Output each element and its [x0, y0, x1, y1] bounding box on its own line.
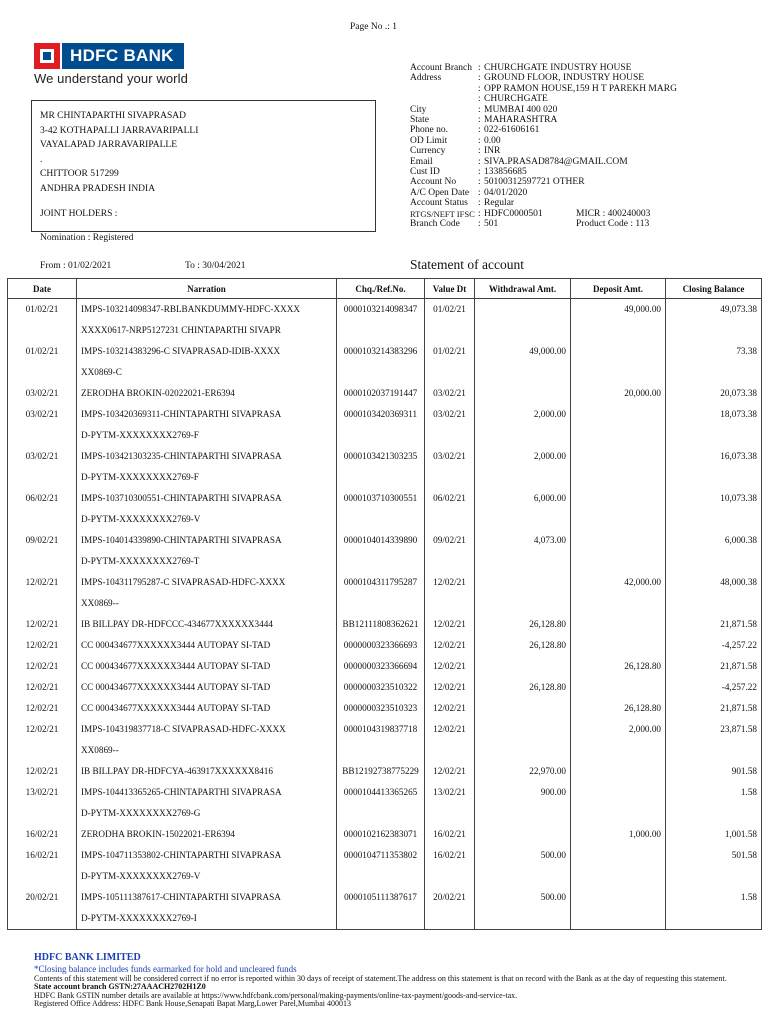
transactions-table [7, 278, 762, 930]
customer-address-box [31, 100, 376, 232]
tx-closing-balance: 6,000.38 [666, 530, 762, 572]
narration-line: IMPS-104319837718-C SIVAPRASAD-HDFC-XXXX [81, 724, 286, 734]
tx-deposit: 26,128.80 [571, 656, 666, 677]
tx-deposit [571, 488, 666, 530]
period-from: From : 01/02/2021 [40, 261, 112, 271]
tx-ref: 0000000323510323 [337, 698, 425, 719]
tx-ref: 0000102162383071 [337, 824, 425, 845]
account-detail-value: SIVA.PRASAD8784@GMAIL.COM [484, 156, 628, 167]
account-detail-value: GROUND FLOOR, INDUSTRY HOUSE [484, 73, 645, 84]
ifsc-value: HDFC0000501 [484, 208, 543, 219]
tx-closing-balance: 1,001.58 [666, 824, 762, 845]
tx-withdrawal [475, 656, 571, 677]
nomination-status: Nomination : Registered [40, 233, 134, 243]
tx-narration [77, 530, 337, 572]
tx-narration [77, 677, 337, 698]
customer-line: CHITTOOR 517299 [40, 169, 119, 180]
tx-withdrawal: 900.00 [475, 782, 571, 824]
tx-ref: 0000103710300551 [337, 488, 425, 530]
tx-value-date: 01/02/21 [425, 299, 475, 342]
table-row [8, 530, 762, 572]
tx-narration [77, 404, 337, 446]
tx-date: 03/02/21 [8, 446, 77, 488]
narration-line: D-PYTM-XXXXXXXX2769-V [81, 514, 201, 524]
tx-ref: 0000103420369311 [337, 404, 425, 446]
account-detail-label: Email [410, 156, 433, 167]
tx-ref: 0000103421303235 [337, 446, 425, 488]
table-row [8, 404, 762, 446]
tx-date: 12/02/21 [8, 677, 77, 698]
tx-date: 12/02/21 [8, 656, 77, 677]
transactions-table-wrap [7, 278, 761, 930]
narration-line: D-PYTM-XXXXXXXX2769-I [81, 913, 197, 923]
account-detail-label: State [410, 115, 429, 126]
tx-value-date: 16/02/21 [425, 824, 475, 845]
tx-withdrawal: 500.00 [475, 845, 571, 887]
tx-withdrawal: 6,000.00 [475, 488, 571, 530]
tx-closing-balance: 21,871.58 [666, 656, 762, 677]
tx-closing-balance: 23,871.58 [666, 719, 762, 761]
tx-ref: 0000000323366694 [337, 656, 425, 677]
col-withdrawal: Withdrawal Amt. [475, 279, 571, 299]
account-detail-row: City : MUMBAI 400 020 [410, 105, 677, 115]
statement-title: Statement of account [410, 257, 524, 272]
tx-withdrawal: 500.00 [475, 887, 571, 930]
product-code: Product Code : 113 [576, 219, 650, 230]
tx-closing-balance: 501.58 [666, 845, 762, 887]
tx-deposit: 26,128.80 [571, 698, 666, 719]
table-row [8, 341, 762, 383]
narration-line: CC 000434677XXXXXX3444 AUTOPAY SI-TAD [81, 640, 271, 650]
narration-line: ZERODHA BROKIN-02022021-ER6394 [81, 388, 235, 398]
tx-deposit: 20,000.00 [571, 383, 666, 404]
tx-deposit [571, 614, 666, 635]
tx-value-date: 03/02/21 [425, 446, 475, 488]
customer-line: VAYALAPAD JARRAVARIPALLE [40, 140, 178, 151]
account-detail-label [410, 94, 478, 104]
table-row [8, 656, 762, 677]
tx-ref: 0000000323510322 [337, 677, 425, 698]
brand-tagline: We understand your world [34, 71, 188, 86]
narration-line: D-PYTM-XXXXXXXX2769-F [81, 430, 199, 440]
tx-ref: 0000103214098347 [337, 299, 425, 342]
tx-ref: BB12192738775229 [337, 761, 425, 782]
tx-ref: 0000104014339890 [337, 530, 425, 572]
account-detail-label: City [410, 104, 427, 115]
table-row [8, 635, 762, 656]
narration-line: XX0869-- [81, 598, 119, 608]
footer-balance-note: *Closing balance includes funds earmarked for hold and uncleared funds [34, 964, 297, 974]
narration-line: IMPS-104014339890-CHINTAPARTHI SIVAPRASA [81, 535, 282, 545]
tx-narration [77, 299, 337, 342]
account-detail-value: 022-61606161 [484, 125, 540, 136]
tx-narration [77, 656, 337, 677]
account-detail-label: Address [410, 73, 442, 84]
tx-date: 12/02/21 [8, 761, 77, 782]
account-detail-value: 0.00 [484, 135, 501, 146]
tx-deposit [571, 761, 666, 782]
tx-date: 12/02/21 [8, 614, 77, 635]
tx-deposit: 2,000.00 [571, 719, 666, 761]
page-number: Page No .: 1 [350, 22, 397, 32]
table-row [8, 824, 762, 845]
tx-deposit [571, 677, 666, 698]
tx-withdrawal: 4,073.00 [475, 530, 571, 572]
tx-date: 01/02/21 [8, 341, 77, 383]
tx-narration [77, 761, 337, 782]
branch-code-label: Branch Code [410, 219, 460, 230]
narration-line: XXXX0617-NRP5127231 CHINTAPARTHI SIVAPR [81, 325, 281, 335]
account-detail-label: A/C Open Date [410, 187, 470, 198]
narration-line: IMPS-105111387617-CHINTAPARTHI SIVAPRASA [81, 892, 281, 902]
narration-line: IMPS-103710300551-CHINTAPARTHI SIVAPRASA [81, 493, 282, 503]
tx-withdrawal: 26,128.80 [475, 677, 571, 698]
account-detail-value: MAHARASHTRA [484, 115, 558, 126]
col-date: Date [8, 279, 77, 299]
footer-contents: Contents of this statement will be considered correct if no error is reported within 30 days of receipt of statement.The address on this statement is that on record with the Bank as at the day of requesting this statement. [34, 974, 727, 983]
tx-deposit: 49,000.00 [571, 299, 666, 342]
col-narration: Narration [77, 279, 337, 299]
tx-withdrawal: 26,128.80 [475, 635, 571, 656]
narration-line: IB BILLPAY DR-HDFCCC-434677XXXXXX3444 [81, 619, 273, 629]
tx-narration [77, 341, 337, 383]
tx-closing-balance: -4,257.22 [666, 677, 762, 698]
footer-gstin-info: HDFC Bank GSTIN number details are available at https://www.hdfcbank.com/personal/making-payments/online-tax-payment/goods-and-service-tax. [34, 990, 518, 1000]
account-detail-value: MUMBAI 400 020 [484, 104, 558, 115]
tx-value-date: 09/02/21 [425, 530, 475, 572]
tx-deposit: 1,000.00 [571, 824, 666, 845]
micr-value: MICR : 400240003 [576, 208, 651, 219]
tx-withdrawal [475, 572, 571, 614]
tx-narration [77, 698, 337, 719]
account-details: Account Branch : CHURCHGATE INDUSTRY HOUSE Address : GROUND FLOOR, INDUSTRY HOUSE : OPP RAMON HOUSE,159 H T PAREKH MARG : CHURCHGATE City : MUMBAI 400 020 State : MAHARASHTRA Phone no. : 022-61606161 OD Limit : 0.00 Currency : INR Email : SIVA.PRASAD8784@GMAIL.COM Cust ID : 133856685 Account No : 50100312597721 OTHER A/C Open Date : 04/01/2020 Account Status : Regular RTGS/NEFT IFSC : HDFC0000501 MICR : 400240003 Branch Code : 501 Product Code : 113 [410, 63, 677, 230]
tx-value-date: 20/02/21 [425, 887, 475, 930]
tx-deposit [571, 404, 666, 446]
tx-closing-balance: 10,073.38 [666, 488, 762, 530]
account-detail-row: Phone no. : 022-61606161 [410, 125, 677, 135]
narration-line: CC 000434677XXXXXX3444 AUTOPAY SI-TAD [81, 682, 271, 692]
tx-date: 16/02/21 [8, 845, 77, 887]
table-row [8, 572, 762, 614]
footer-gstin: State account branch GSTN:27AAACH2702H1Z0 [34, 982, 206, 992]
tx-ref: 0000104311795287 [337, 572, 425, 614]
account-detail-value: 133856685 [484, 167, 527, 178]
tx-date: 16/02/21 [8, 824, 77, 845]
tx-date: 09/02/21 [8, 530, 77, 572]
table-row [8, 887, 762, 930]
account-detail-row: A/C Open Date : 04/01/2020 [410, 188, 677, 198]
tx-withdrawal [475, 383, 571, 404]
tx-narration [77, 572, 337, 614]
tx-ref: BB12111808362621 [337, 614, 425, 635]
tx-closing-balance: 1.58 [666, 887, 762, 930]
tx-closing-balance: 73.38 [666, 341, 762, 383]
tx-narration [77, 614, 337, 635]
bank-logo [34, 43, 188, 86]
col-value-date: Value Dt [425, 279, 475, 299]
narration-line: D-PYTM-XXXXXXXX2769-G [81, 808, 201, 818]
account-detail-row: Account Branch : CHURCHGATE INDUSTRY HOUSE [410, 63, 677, 73]
tx-date: 03/02/21 [8, 404, 77, 446]
tx-withdrawal [475, 698, 571, 719]
joint-holders: JOINT HOLDERS : [40, 208, 118, 219]
table-row [8, 488, 762, 530]
tx-closing-balance: 20,073.38 [666, 383, 762, 404]
narration-line: CC 000434677XXXXXX3444 AUTOPAY SI-TAD [81, 703, 271, 713]
tx-value-date: 01/02/21 [425, 341, 475, 383]
account-detail-row: State : MAHARASHTRA [410, 115, 677, 125]
narration-line: D-PYTM-XXXXXXXX2769-V [81, 871, 201, 881]
tx-narration [77, 887, 337, 930]
account-detail-label: Account Branch [410, 63, 472, 73]
tx-ref: 0000104413365265 [337, 782, 425, 824]
ifsc-label: RTGS/NEFT IFSC [410, 208, 475, 219]
account-detail-label: Account Status [410, 198, 468, 209]
tx-ref: 0000102037191447 [337, 383, 425, 404]
narration-line: D-PYTM-XXXXXXXX2769-F [81, 472, 199, 482]
narration-line: IMPS-104711353802-CHINTAPARTHI SIVAPRASA [81, 850, 282, 860]
tx-closing-balance: 16,073.38 [666, 446, 762, 488]
tx-deposit [571, 530, 666, 572]
narration-line: XX0869-- [81, 745, 119, 755]
account-detail-value: OPP RAMON HOUSE,159 H T PAREKH MARG [484, 83, 677, 94]
table-row [8, 299, 762, 342]
tx-value-date: 12/02/21 [425, 614, 475, 635]
tx-date: 12/02/21 [8, 635, 77, 656]
narration-line: IMPS-103420369311-CHINTAPARTHI SIVAPRASA [81, 409, 282, 419]
account-detail-label: Cust ID [410, 167, 440, 178]
account-detail-label [410, 84, 478, 94]
customer-line: 3-42 KOTHAPALLI JARRAVARIPALLI [40, 125, 199, 136]
account-detail-value: 50100312597721 OTHER [484, 177, 585, 188]
tx-closing-balance: 21,871.58 [666, 698, 762, 719]
tx-closing-balance: 21,871.58 [666, 614, 762, 635]
tx-ref: 0000105111387617 [337, 887, 425, 930]
narration-line: IMPS-104413365265-CHINTAPARTHI SIVAPRASA [81, 787, 282, 797]
narration-line: IMPS-103421303235-CHINTAPARTHI SIVAPRASA [81, 451, 282, 461]
account-detail-row: Email : SIVA.PRASAD8784@GMAIL.COM [410, 157, 677, 167]
account-detail-value: 04/01/2020 [484, 187, 528, 198]
customer-line: . [40, 154, 43, 165]
table-row [8, 677, 762, 698]
tx-deposit [571, 446, 666, 488]
tx-withdrawal [475, 719, 571, 761]
account-detail-row: Currency : INR [410, 146, 677, 156]
tx-narration [77, 383, 337, 404]
table-row [8, 446, 762, 488]
account-detail-row: : OPP RAMON HOUSE,159 H T PAREKH MARG [410, 84, 677, 94]
tx-date: 03/02/21 [8, 383, 77, 404]
account-detail-label: Phone no. [410, 125, 448, 136]
tx-date: 01/02/21 [8, 299, 77, 342]
account-detail-row: : CHURCHGATE [410, 94, 677, 104]
tx-deposit [571, 887, 666, 930]
account-detail-row: Account Status : Regular [410, 198, 677, 208]
tx-closing-balance: 18,073.38 [666, 404, 762, 446]
col-ref: Chq./Ref.No. [337, 279, 425, 299]
account-detail-value: INR [484, 146, 501, 157]
tx-deposit [571, 845, 666, 887]
tx-date: 06/02/21 [8, 488, 77, 530]
narration-line: IMPS-103214383296-C SIVAPRASAD-IDIB-XXXX [81, 346, 281, 356]
tx-date: 20/02/21 [8, 887, 77, 930]
tx-narration [77, 488, 337, 530]
tx-value-date: 16/02/21 [425, 845, 475, 887]
tx-narration [77, 635, 337, 656]
tx-narration [77, 782, 337, 824]
table-row [8, 782, 762, 824]
tx-ref: 0000103214383296 [337, 341, 425, 383]
table-row [8, 845, 762, 887]
tx-value-date: 12/02/21 [425, 761, 475, 782]
account-detail-value: CHURCHGATE [484, 94, 548, 105]
table-row [8, 698, 762, 719]
tx-date: 12/02/21 [8, 698, 77, 719]
tx-withdrawal: 22,970.00 [475, 761, 571, 782]
tx-withdrawal: 26,128.80 [475, 614, 571, 635]
tx-closing-balance: 49,073.38 [666, 299, 762, 342]
hdfc-logo-icon [34, 43, 60, 69]
narration-line: IMPS-104311795287-C SIVAPRASAD-HDFC-XXXX [81, 577, 286, 587]
tx-ref: 0000000323366693 [337, 635, 425, 656]
col-deposit: Deposit Amt. [571, 279, 666, 299]
tx-value-date: 13/02/21 [425, 782, 475, 824]
footer-registered-office: Registered Office Address: HDFC Bank House,Senapati Bapat Marg,Lower Parel,Mumbai 400013 [34, 999, 351, 1009]
brand-name: HDFC BANK [62, 43, 184, 69]
tx-closing-balance: 1.58 [666, 782, 762, 824]
tx-closing-balance: -4,257.22 [666, 635, 762, 656]
table-row [8, 383, 762, 404]
tx-value-date: 12/02/21 [425, 677, 475, 698]
customer-line: ANDHRA PRADESH INDIA [40, 183, 156, 194]
tx-deposit: 42,000.00 [571, 572, 666, 614]
tx-date: 12/02/21 [8, 572, 77, 614]
tx-value-date: 12/02/21 [425, 635, 475, 656]
customer-line: MR CHINTAPARTHI SIVAPRASAD [40, 111, 186, 121]
tx-value-date: 12/02/21 [425, 698, 475, 719]
tx-withdrawal: 2,000.00 [475, 446, 571, 488]
period-to: To : 30/04/2021 [185, 261, 246, 271]
account-detail-label: OD Limit [410, 135, 448, 146]
narration-line: XX0869-C [81, 367, 122, 377]
tx-value-date: 06/02/21 [425, 488, 475, 530]
tx-date: 12/02/21 [8, 719, 77, 761]
tx-value-date: 12/02/21 [425, 656, 475, 677]
tx-withdrawal: 2,000.00 [475, 404, 571, 446]
tx-closing-balance: 48,000.38 [666, 572, 762, 614]
tx-narration [77, 719, 337, 761]
account-detail-row: OD Limit : 0.00 [410, 136, 677, 146]
narration-line: IMPS-103214098347-RBLBANKDUMMY-HDFC-XXXX [81, 304, 300, 314]
tx-narration [77, 824, 337, 845]
tx-value-date: 12/02/21 [425, 719, 475, 761]
account-detail-row: Cust ID : 133856685 [410, 167, 677, 177]
account-detail-value: Regular [484, 198, 515, 209]
tx-deposit [571, 635, 666, 656]
tx-narration [77, 845, 337, 887]
tx-value-date: 03/02/21 [425, 383, 475, 404]
col-closing-balance: Closing Balance [666, 279, 762, 299]
tx-withdrawal [475, 824, 571, 845]
narration-line: IB BILLPAY DR-HDFCYA-463917XXXXXX8416 [81, 766, 273, 776]
branch-code-value: 501 [484, 219, 499, 230]
narration-line: CC 000434677XXXXXX3444 AUTOPAY SI-TAD [81, 661, 271, 671]
tx-value-date: 12/02/21 [425, 572, 475, 614]
narration-line: ZERODHA BROKIN-15022021-ER6394 [81, 829, 235, 839]
tx-deposit [571, 782, 666, 824]
account-detail-label: Account No [410, 177, 457, 188]
tx-ref: 0000104319837718 [337, 719, 425, 761]
account-detail-label: Currency [410, 146, 446, 157]
tx-withdrawal [475, 299, 571, 342]
table-row [8, 761, 762, 782]
account-detail-row: Account No : 50100312597721 OTHER [410, 177, 677, 187]
tx-closing-balance: 901.58 [666, 761, 762, 782]
tx-narration [77, 446, 337, 488]
tx-deposit [571, 341, 666, 383]
account-detail-value: CHURCHGATE INDUSTRY HOUSE [484, 63, 632, 73]
account-detail-row: Address : GROUND FLOOR, INDUSTRY HOUSE [410, 73, 677, 83]
tx-withdrawal: 49,000.00 [475, 341, 571, 383]
narration-line: D-PYTM-XXXXXXXX2769-T [81, 556, 200, 566]
footer-bank-name: HDFC BANK LIMITED [34, 952, 141, 963]
tx-ref: 0000104711353802 [337, 845, 425, 887]
statement-footer [34, 952, 734, 1009]
table-row [8, 614, 762, 635]
table-row [8, 719, 762, 761]
tx-value-date: 03/02/21 [425, 404, 475, 446]
tx-date: 13/02/21 [8, 782, 77, 824]
